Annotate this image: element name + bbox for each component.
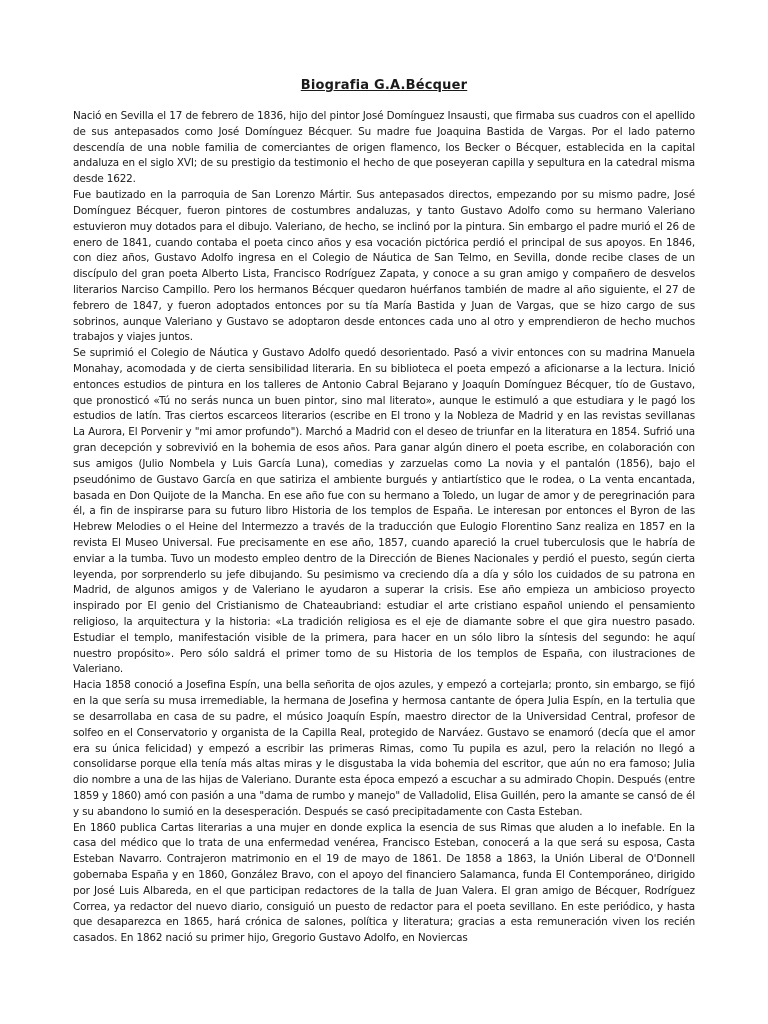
paragraph-childhood: Fue bautizado en la parroquia de San Lorenzo Mártir. Sus antepasados directos, empezando por su mismo padre, José Domínguez Bécquer, fueron pintores de costumbres andaluzas, y tanto Gustavo Adolfo como su hermano Valeriano estuvieron muy dotados para el dibujo. Valeriano, de hecho, se inclinó por la pintura. Sin embargo el padre murió el 26 de enero de 1841, cuando contaba el poeta cinco años y esa vocación pictórica perdió el principal de sus apoyos. En 1846, con diez años, Gustavo Adolfo ingresa en el Colegio de Náutica de San Telmo, en Sevilla, donde recibe clases de un discípulo del gran poeta Alberto Lista, Francisco Rodríguez Zapata, y conoce a su gran amigo y compañero de desvelos literarios Narciso Campillo. Pero los hermanos Bécquer quedaron huérfanos también de madre al año siguiente, el 27 de febrero de 1847, y fueron adoptados entonces por su tía María Bastida y Juan de Vargas, que se hizo cargo de sus sobrinos, aunque Valeriano y Gustavo se adoptaron desde entonces cada uno al otro y emprendieron de hecho muchos trabajos y viajes juntos. xyxy=(73,189,695,344)
paragraph-julia-espin: Hacia 1858 conoció a Josefina Espín, una bella señorita de ojos azules, y empezó a cortejarla; pronto, sin embargo, se fijó en la que sería su musa irremediable, la hermana de Josefina y hermosa cantante de ópera Julia Espín, en la tertulia que se desarrollaba en casa de su padre, el músico Joaquín Espín, maestro director de la Universidad Central, profesor de solfeo en el Conservatorio y organista de la Capilla Real, protegido de Narváez. Gustavo se enamoró (decía que el amor era su única felicidad) y empezó a escribir las primeras Rimas, como Tu pupila es azul, pero la relación no llegó a consolidarse porque ella tenía más altas miras y le disgustaba la vida bohemia del escritor, que aún no era famoso; Julia dio nombre a una de las hijas de Valeriano. Durante esta época empezó a escuchar a su admirado Chopin. Después (entre 1859 y 1860) amó con pasión a una "dama de rumbo y manejo" de Valladolid, Elisa Guillén, pero la amante se cansó de él y su abandono lo sumió en la desesperación. Después se casó precipitadamente con Casta Esteban. xyxy=(73,679,695,818)
paragraph-birth: Nació en Sevilla el 17 de febrero de 1836, hijo del pintor José Domínguez Insausti, que firmaba sus cuadros con el apellido de sus antepasados como José Domínguez Bécquer. Su madre fue Joaquina Bastida de Vargas. Por el lado paterno descendía de una noble familia de comerciantes de origen flamenco, los Becker o Bécquer, establecida en la capital andaluza en el siglo XVI; de su prestigio da testimonio el hecho de que poseyeran capilla y sepultura en la catedral misma desde 1622. xyxy=(73,110,695,186)
paragraph-marriage: En 1860 publica Cartas literarias a una mujer en donde explica la esencia de sus Rimas que aluden a lo inefable. En la casa del médico que lo trata de una enfermedad venérea, Francisco Esteban, conocerá a la que será su esposa, Casta Esteban Navarro. Contrajeron matrimonio en el 19 de mayo de 1861. De 1858 a 1863, la Unión Liberal de O'Donnell gobernaba España y en 1860, González Bravo, con el apoyo del financiero Salamanca, funda El Contemporáneo, dirigido por José Luis Albareda, en el que participan redactores de la talla de Juan Valera. El gran amigo de Bécquer, Rodríguez Correa, ya redactor del nuevo diario, consiguió un puesto de redactor para el poeta sevillano. En este periódico, y hasta que desaparezca en 1865, hará crónica de salones, política y literatura; gracias a esta remuneración viven los recién casados. En 1862 nació su primer hijo, Gregorio Gustavo Adolfo, en Noviercas xyxy=(73,821,695,945)
paragraph-youth-madrid: Se suprimió el Colegio de Náutica y Gustavo Adolfo quedó desorientado. Pasó a vivir entonces con su madrina Manuela Monahay, acomodada y de cierta sensibilidad literaria. En su biblioteca el poeta empezó a aficionarse a la lectura. Inició entonces estudios de pintura en los talleres de Antonio Cabral Bejarano y Joaquín Domínguez Bécquer, tío de Gustavo, que pronosticó «Tú no serás nunca un buen pintor, sino mal literato», aunque le estimuló a que estudiara y le pagó los estudios de latín. Tras ciertos escarceos literarios (escribe en El trono y la Nobleza de Madrid y en las revistas sevillanas La Aurora, El Porvenir y "mi amor profundo"). Marchó a Madrid con el deseo de triunfar en la literatura en 1854. Sufrió una gran decepción y sobrevivió en la bohemia de esos años. Para ganar algún dinero el poeta escribe, en colaboración con sus amigos (Julio Nombela y Luis García Luna), comedias y zarzuelas como La novia y el pantalón (1856), bajo el pseudónimo de Gustavo García en que satiriza el ambiente burgués y antiartístico que le rodea, o La venta encantada, basada en Don Quijote de la Mancha. En ese año fue con su hermano a Toledo, un lugar de amor y de peregrinación para él, a fin de inspirarse para su futuro libro Historia de los templos de España. Le interesan por entonces el Byron de las Hebrew Melodies o el Heine del Intermezzo a través de la traducción que Eulogio Florentino Sanz realiza en 1857 en la revista El Museo Universal. Fue precisamente en ese año, 1857, cuando apareció la cruel tuberculosis que le habría de enviar a la tumba. Tuvo un modesto empleo dentro de la Dirección de Bienes Nacionales y perdió el puesto, según cierta leyenda, por sorprenderlo su jefe dibujando. Su pesimismo va creciendo día a día y sólo los cuidados de su patrona en Madrid, de algunos amigos y de Valeriano le ayudaron a superar la crisis. Ese año empieza un ambicioso proyecto inspirado por El genio del Cristianismo de Chateaubriand: estudiar el arte cristiano español uniendo el pensamiento religioso, la arquitectura y la historia: «La tradición religiosa es el eje de diamante sobre el que gira nuestro pasado. Estudiar el templo, manifestación visible de la primera, para hacer en un sólo libro la síntesis del segundo: he aquí nuestro propósito». Pero sólo saldrá el primer tomo de su Historia de los templos de España, con ilustraciones de Valeriano. xyxy=(73,347,695,676)
document-body xyxy=(73,109,695,947)
document-title: Biografia G.A.Bécquer xyxy=(300,78,468,93)
